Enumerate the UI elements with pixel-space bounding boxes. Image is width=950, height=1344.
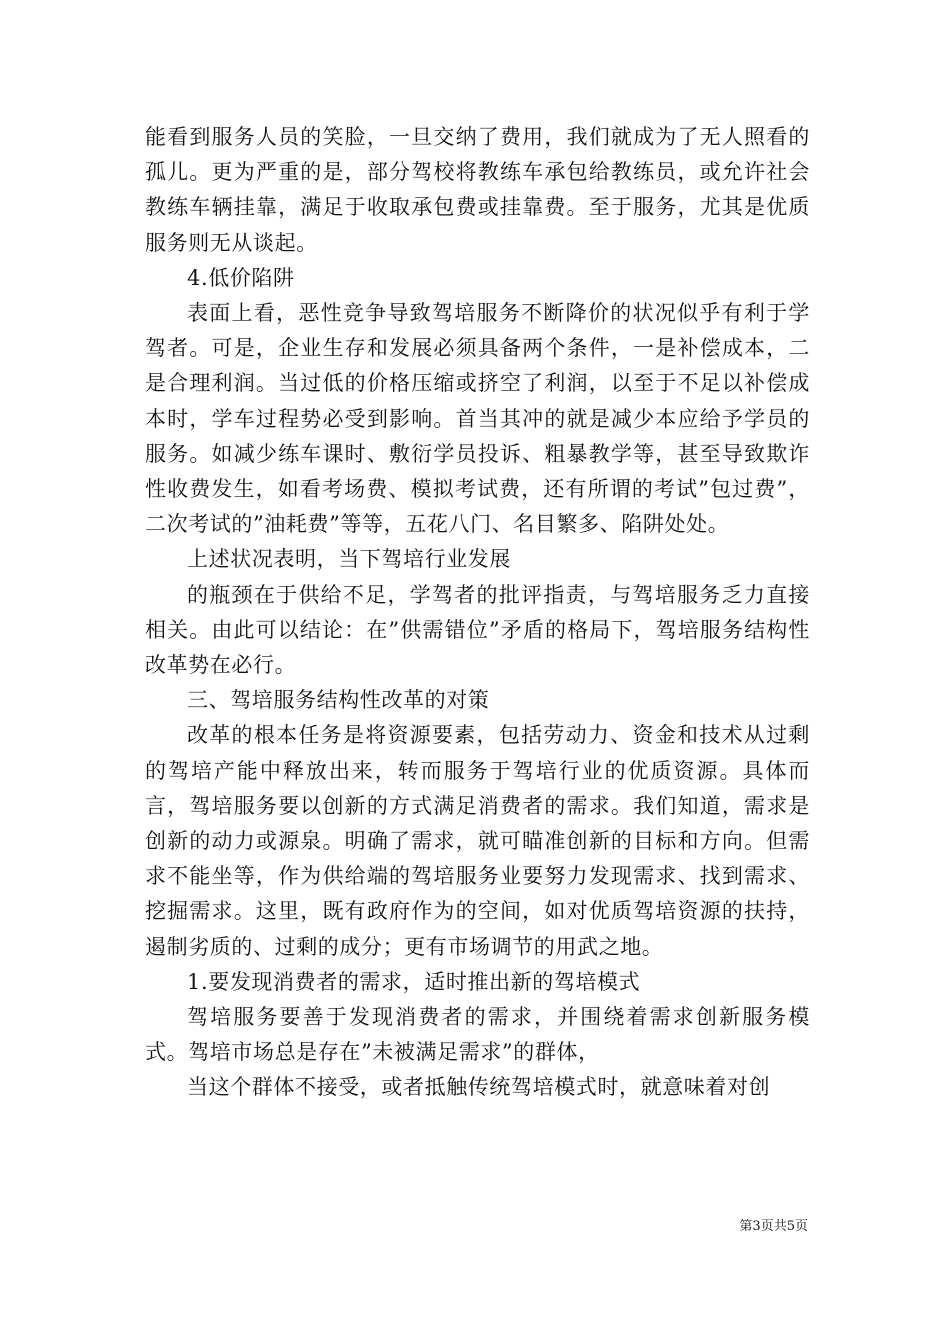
footer-suffix: 页 <box>794 1219 808 1234</box>
page-body <box>145 120 810 1106</box>
paragraph-continued: 能看到服务人员的笑脸，一旦交纳了费用，我们就成为了无人照看的孤儿。更为严重的是，部分驾校将教练车承包给教练员，或允许社会教练车辆挂靠，满足于收取承包费或挂靠费。至于服务，尤其是优质服务则无从谈起。 <box>145 125 810 255</box>
section-heading-discover-needs: 1.要发现消费者的需求，适时推出新的驾培模式 <box>187 969 641 994</box>
paragraph-summary-start: 上述状况表明，当下驾培行业发展 <box>187 547 511 572</box>
paragraph-discover-needs: 驾培服务要善于发现消费者的需求，并围绕着需求创新服务模式。驾培市场总是存在”未被满足需求”的群体， <box>145 1005 810 1065</box>
footer-total-pages: 5 <box>786 1219 795 1234</box>
page-number-footer <box>640 1218 808 1236</box>
footer-middle: 页共 <box>760 1219 787 1234</box>
paragraph-group-rejection: 当这个群体不接受，或者抵触传统驾培模式时，就意味着对创 <box>187 1075 771 1100</box>
paragraph-summary-end: 的瓶颈在于供给不足，学驾者的批评指责，与驾培服务乏力直接相关。由此可以结论：在”供需错位”矛盾的格局下，驾培服务结构性改革势在必行。 <box>145 582 810 678</box>
paragraph-low-price: 表面上看，恶性竞争导致驾培服务不断降价的状况似乎有利于学驾者。可是，企业生存和发展必须具备两个条件，一是补偿成本，二是合理利润。当过低的价格压缩或挤空了利润，以至于不足以补偿成本时，学车过程势必受到影响。首当其冲的就是减少本应给予学员的服务。如减少练车课时、敷衍学员投诉、粗暴教学等，甚至导致欺诈性收费发生，如看考场费、模拟考试费，还有所谓的考试”包过费”，二次考试的”油耗费”等等，五花八门、名目繁多、陷阱处处。 <box>145 301 810 537</box>
paragraph-reform-task: 改革的根本任务是将资源要素，包括劳动力、资金和技术从过剩的驾培产能中释放出来，转而服务于驾培行业的优质资源。具体而言，驾培服务要以创新的方式满足消费者的需求。我们知道，需求是创新的动力或源泉。明确了需求，就可瞄准创新的目标和方向。但需求不能坐等，作为供给端的驾培服务业要努力发现需求、找到需求、挖掘需求。这里，既有政府作为的空间，如对优质驾培资源的扶持，遏制劣质的、过剩的成分；更有市场调节的用武之地。 <box>145 723 810 959</box>
footer-prefix: 第 <box>739 1219 753 1234</box>
section-heading-reform-countermeasures: 三、驾培服务结构性改革的对策 <box>187 688 490 713</box>
footer-current-page: 3 <box>752 1219 761 1234</box>
section-heading-low-price-trap: 4.低价陷阱 <box>187 265 295 290</box>
